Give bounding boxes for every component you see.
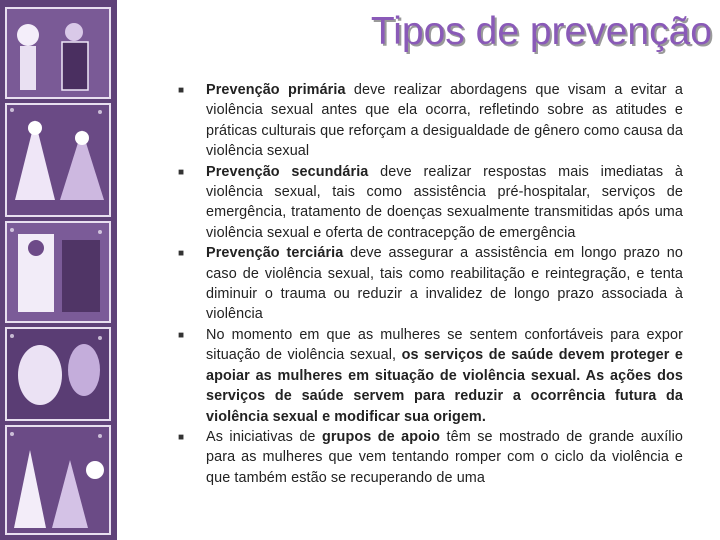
bullet-bold: os serviços de saúde devem proteger e apoiar as mulheres em situação de violência sexual. As ações dos serviços de saúde servem para reduzir a ocorrência futura da violência sexual e modificar sua origem. bbox=[206, 347, 683, 425]
bullet-text bbox=[206, 80, 683, 162]
bullet-pre: No momento em que as mulheres se sentem confortáveis para expor situação de violência sexual, bbox=[206, 326, 683, 364]
bullet-marker-icon: ■ bbox=[178, 329, 185, 341]
bullet-text bbox=[206, 325, 683, 427]
decorative-art-strip bbox=[0, 0, 117, 540]
bullet-item-support-groups bbox=[178, 427, 683, 488]
bullet-bold: grupos de apoio bbox=[321, 428, 441, 445]
bullet-lead: Prevenção secundária bbox=[206, 163, 369, 180]
bullet-lead: Prevenção terciária bbox=[206, 245, 344, 262]
bullet-item-primary bbox=[178, 80, 683, 162]
bullet-text bbox=[206, 162, 683, 244]
folk-art-illustration bbox=[0, 0, 117, 540]
bullet-marker-icon: ■ bbox=[178, 166, 185, 178]
bullet-lead: Prevenção primária bbox=[206, 82, 346, 98]
bullet-marker-icon: ■ bbox=[178, 248, 185, 260]
bullet-rest: deve realizar abordagens que visam a evitar a violência sexual antes que ela ocorra, refletindo sobre as atitudes e práticas culturais que reforçam a desigualdade de gênero como causa da violência sexual bbox=[206, 82, 683, 160]
bullet-item-tertiary bbox=[178, 243, 683, 325]
bullet-list bbox=[178, 80, 683, 488]
bullet-item-secondary bbox=[178, 162, 683, 244]
slide-title: Tipos de prevenção bbox=[370, 10, 712, 53]
bullet-text bbox=[206, 243, 683, 325]
bullet-rest: deve realizar respostas mais imediatas à violência sexual, tais como assistência pré-hospitalar, serviços de emergência, tratamento de doenças sexualmente transmitidas após uma violência sexual e oferta de contracepção de emergência bbox=[206, 163, 683, 241]
bullet-rest: deve assegurar a assistência em longo prazo no caso de violência sexual, tais como reabilitação e reintegração, e tenta diminuir o trauma ou reduzir a invalidez de longo prazo associada à violência bbox=[206, 245, 684, 323]
bullet-post: têm se mostrado de grande auxílio para as mulheres que vem tentando romper com o ciclo da violência e que também estão se recuperando de uma bbox=[206, 428, 683, 486]
bullet-marker-icon: ■ bbox=[178, 85, 185, 96]
bullet-item-health-services bbox=[178, 325, 683, 427]
bullet-text bbox=[206, 427, 683, 488]
bullet-pre: As iniciativas de bbox=[206, 428, 322, 445]
bullet-marker-icon: ■ bbox=[178, 431, 185, 443]
